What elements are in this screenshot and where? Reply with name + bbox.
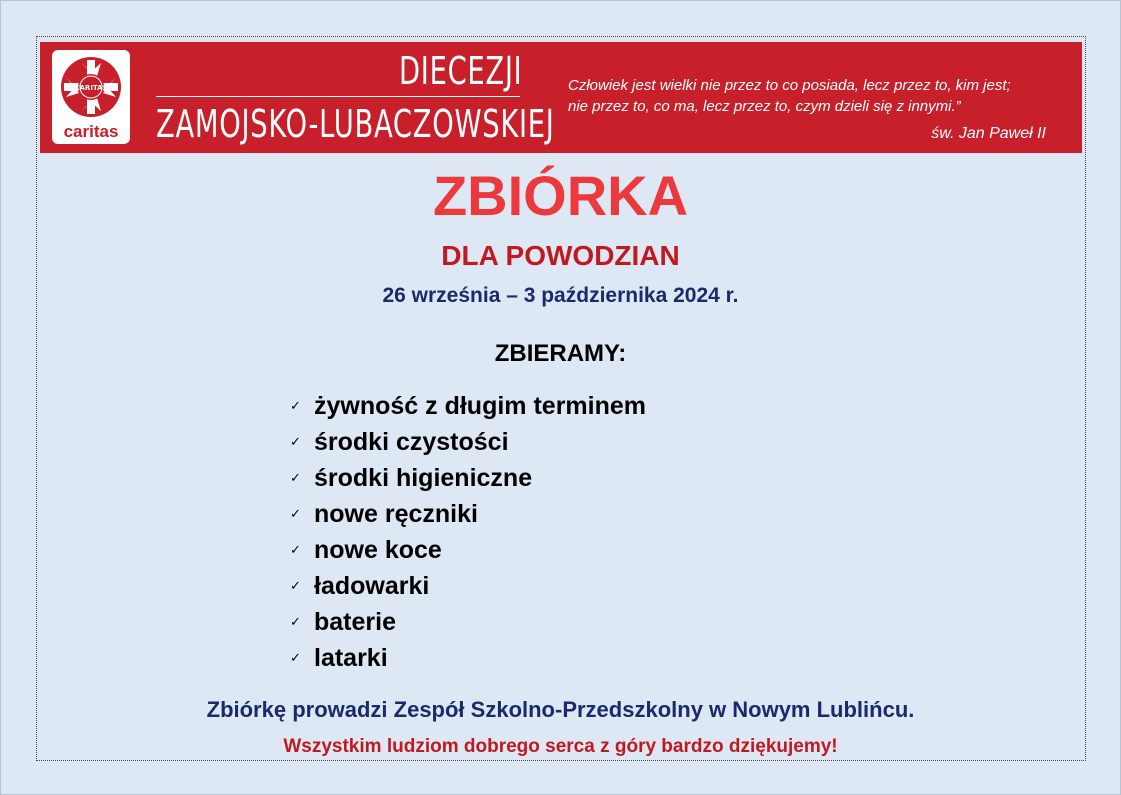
check-icon: ✓ (290, 470, 301, 485)
quote-line1: Człowiek jest wielki nie przez to co posiada, lecz przez to, kim jest; (568, 77, 1011, 94)
header-banner (40, 42, 1082, 153)
list-item (290, 568, 646, 604)
list-item (290, 604, 646, 640)
list-item-label: środki czystości (314, 427, 509, 456)
list-item-label: latarki (314, 643, 388, 672)
list-item (290, 424, 646, 460)
list-item (290, 640, 646, 676)
quote-author: św. Jan Paweł II (931, 125, 1046, 142)
list-item-label: środki higieniczne (314, 463, 533, 492)
caritas-logo (52, 50, 130, 144)
thanks-note: Wszystkim ludziom dobrego serca z góry bardzo dziękujemy! (283, 736, 838, 757)
list-item-label: baterie (314, 607, 396, 636)
list-item (290, 460, 646, 496)
list-item-label: ładowarki (314, 571, 430, 600)
list-item (290, 532, 646, 568)
collect-heading: ZBIERAMY: (494, 340, 627, 367)
list-item-label: nowe ręczniki (314, 499, 478, 528)
quote-line2: nie przez to, co ma, lecz przez to, czym dzieli się z innymi.” (568, 98, 961, 115)
caritas-cross-icon (59, 54, 123, 120)
caritas-logo-text: caritas (63, 122, 119, 141)
check-icon: ✓ (290, 542, 301, 557)
check-icon: ✓ (290, 578, 301, 593)
check-icon: ✓ (290, 650, 301, 665)
collection-list (290, 388, 646, 676)
diocese-line1: DIECEZJI (398, 49, 522, 93)
page-title: ZBIÓRKA (432, 164, 689, 227)
list-item-label: żywność z długim terminem (314, 391, 647, 420)
event-dates: 26 września – 3 października 2024 r. (382, 284, 739, 307)
organizer-note: Zbiórkę prowadzi Zespół Szkolno-Przedszkolny w Nowym Lublińcu. (206, 697, 915, 722)
svg-text:CARITAS: CARITAS (74, 84, 108, 92)
check-icon: ✓ (290, 398, 301, 413)
list-item-label: nowe koce (314, 535, 442, 564)
list-item (290, 388, 646, 424)
page-subtitle: DLA POWODZIAN (441, 240, 680, 271)
check-icon: ✓ (290, 434, 301, 449)
list-item (290, 496, 646, 532)
diocese-line2: ZAMOJSKO-LUBACZOWSKIEJ (156, 102, 555, 146)
diocese-divider (156, 96, 520, 97)
check-icon: ✓ (290, 506, 301, 521)
quote (568, 75, 1068, 117)
check-icon: ✓ (290, 614, 301, 629)
